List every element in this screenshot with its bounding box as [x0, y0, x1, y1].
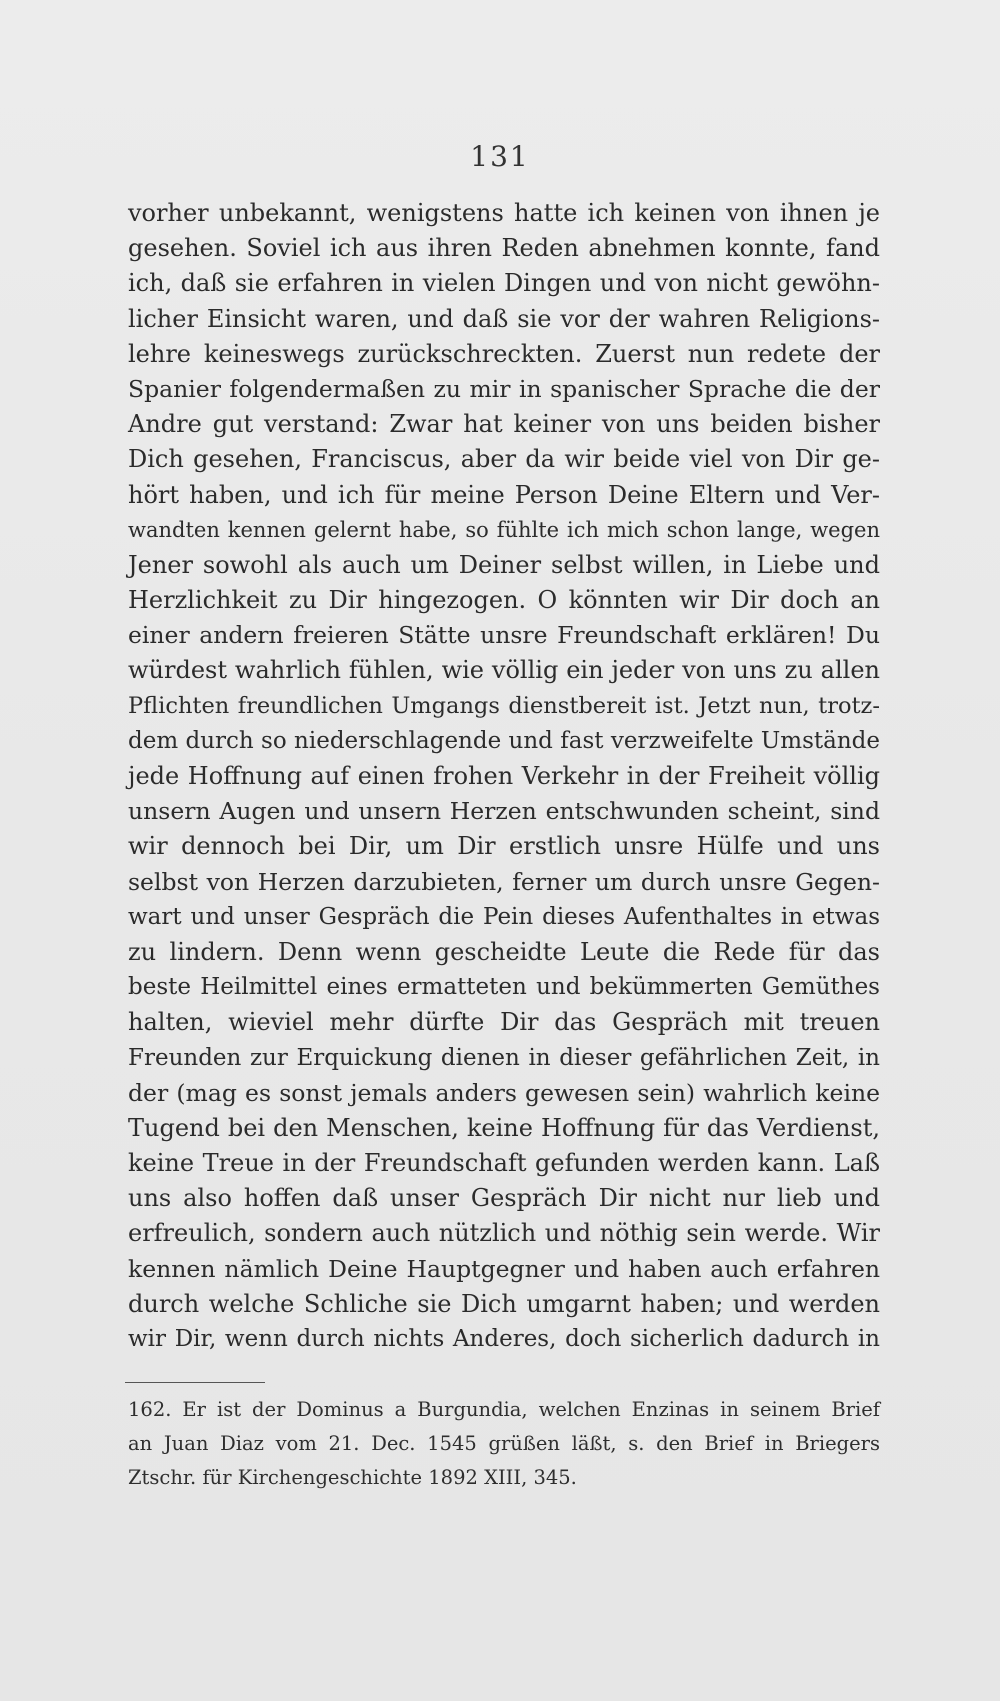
text-line: uns also hoffen daß unser Gespräch Dir nicht nur lieb und [128, 1184, 880, 1213]
text-line: gesehen. Soviel ich aus ihren Reden abnehmen konnte, fand [128, 234, 880, 263]
text-line: einer andern freieren Stätte unsre Freundschaft erklären! Du [128, 621, 880, 650]
text-line: erfreulich, sondern auch nützlich und nöthig sein werde. Wir [128, 1219, 880, 1248]
text-line: kennen nämlich Deine Hauptgegner und haben auch erfahren [128, 1254, 880, 1283]
text-line: zu lindern. Denn wenn gescheidte Leute die Rede für das [128, 937, 880, 966]
text-line: lehre keineswegs zurückschreckten. Zuerst nun redete der [128, 339, 880, 368]
text-line: hört haben, und ich für meine Person Deine Eltern und Ver- [128, 480, 880, 509]
text-line: Freunden zur Erquickung dienen in dieser gefährlichen Zeit, in [128, 1044, 880, 1071]
text-line: würdest wahrlich fühlen, wie völlig ein jeder von uns zu allen [128, 656, 880, 685]
main-text [128, 196, 880, 1357]
text-line: durch welche Schliche sie Dich umgarnt haben; und werden [128, 1289, 880, 1318]
text-line: jede Hoffnung auf einen frohen Verkehr in der Freiheit völlig [128, 762, 880, 790]
text-line: wandten kennen gelernt habe, so fühlte ich mich schon lange, wegen [128, 517, 880, 542]
footnote-divider [125, 1382, 265, 1383]
text-line: vorher unbekannt, wenigstens hatte ich keinen von ihnen je [128, 199, 880, 227]
text-line: wart und unser Gespräch die Pein dieses Aufenthaltes in etwas [128, 903, 880, 930]
text-line: Andre gut verstand: Zwar hat keiner von uns beiden bisher [128, 410, 880, 439]
text-line: unsern Augen und unsern Herzen entschwunden scheint, sind [128, 797, 880, 826]
text-line: halten, wieviel mehr dürfte Dir das Gespräch mit treuen [128, 1008, 880, 1037]
text-line: Pflichten freundlichen Umgangs dienstbereit ist. Jetzt nun, trotz- [128, 692, 880, 719]
text-line: Spanier folgendermaßen zu mir in spanischer Sprache die der [128, 374, 880, 403]
text-line: dem durch so niederschlagende und fast verzweifelte Umstände [128, 727, 880, 754]
page-number: 131 [470, 140, 530, 173]
text-line: wir Dir, wenn durch nichts Anderes, doch sicherlich dadurch in [128, 1326, 880, 1352]
text-line: licher Einsicht waren, und daß sie vor der wahren Religions- [128, 304, 880, 333]
text-line: Tugend bei den Menschen, keine Hoffnung für das Verdienst, [128, 1113, 880, 1142]
text-line: wir dennoch bei Dir, um Dir erstlich unsre Hülfe und uns [128, 832, 880, 861]
text-line: ich, daß sie erfahren in vielen Dingen und von nicht gewöhn- [128, 269, 880, 298]
footnote-line: 162. Er ist der Dominus a Burgundia, welchen Enzinas in seinem Brief [128, 1398, 880, 1421]
text-line: selbst von Herzen darzubieten, ferner um durch unsre Gegen- [128, 867, 880, 896]
text-line: der (mag es sonst jemals anders gewesen sein) wahrlich keine [128, 1078, 880, 1107]
footnote [128, 1393, 880, 1495]
footnote-line: Ztschr. für Kirchengeschichte 1892 XIII, 345. [128, 1466, 577, 1489]
text-line: keine Treue in der Freundschaft gefunden werden kann. Laß [128, 1149, 880, 1178]
text-line: Jener sowohl als auch um Deiner selbst willen, in Liebe und [128, 550, 880, 579]
text-line: Dich gesehen, Franciscus, aber da wir beide viel von Dir ge- [128, 445, 880, 474]
footnote-line: an Juan Diaz vom 21. Dec. 1545 grüßen läßt, s. den Brief in Briegers [128, 1432, 880, 1455]
text-line: beste Heilmittel eines ermatteten und bekümmerten Gemüthes [128, 974, 880, 1001]
text-line: Herzlichkeit zu Dir hingezogen. O könnten wir Dir doch an [128, 586, 880, 615]
